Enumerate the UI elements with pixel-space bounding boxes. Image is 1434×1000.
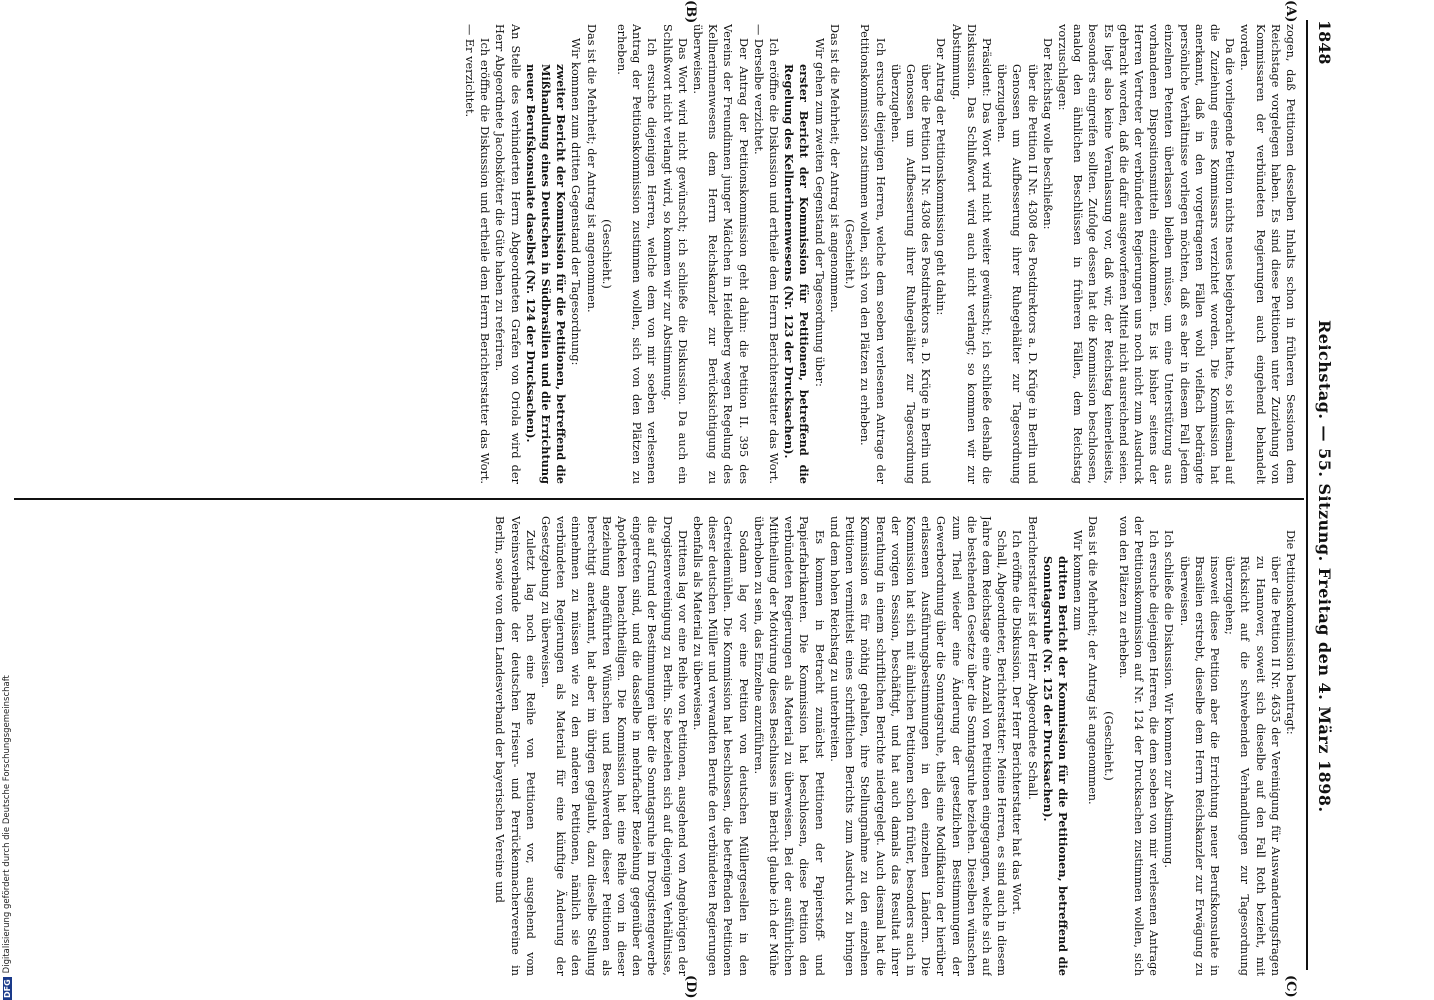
credit-text: Digitalisierung gefördert durch die Deutsche Forschungsgemeinschaft (2, 675, 12, 974)
paragraph: Ich ersuche diejenigen Herren, welche dem soeben verlesenen Antrage der Petitionskommission zustimmen wollen, sich von den Plätzen zu erheben. (858, 24, 887, 484)
paragraph: Wir kommen zum dritten Gegenstand der Tagesordnung: (569, 38, 583, 366)
paragraph: Ich ersuche diejenigen Herren, welche dem von mir soeben verlesenen Antrag der Petitionskommission zustimmen wollen, sich von den Plätzen zu erheben. (615, 24, 659, 484)
margin-marker-c: (C) (1283, 975, 1298, 998)
motion-text: über die Petition II Nr. 4308 des Postdirektors a. D. Krüge in Berlin und Genossen um Aufbesserung ihrer Ruhegehälter zur Tagesordnung überzugehen. (995, 64, 1039, 484)
paragraph: Ich ersuche diejenigen Herren, die dem soeben von mir verlesenen Antrage der Petitionskommission auf Nr. 124 der Drucksachen zustimmen wollen, sich von den Plätzen zu erheben. (1116, 516, 1161, 976)
page-header (1312, 20, 1334, 980)
right-column (28, 516, 1298, 976)
paragraph: Ich eröffne die Diskussion und ertheile dem Herrn Berichterstatter das Wort. — Derselbe verzichtet. (751, 24, 781, 484)
paragraph: Ich eröffne die Diskussion und ertheile dem Herrn Berichterstatter das Wort. — Er verzichtet. (463, 24, 492, 484)
dfg-logo: DFG (2, 979, 12, 998)
paragraph: Berichterstatter ist der Herr Abgeordnete Schall. (1025, 516, 1039, 800)
paragraph: Der Antrag der Petitionskommission geht dahin: (934, 38, 948, 316)
paragraph: Ich eröffne die Diskussion. Der Herr Berichterstatter hat das Wort. (1010, 530, 1024, 915)
paragraph: Ich schließe die Diskussion. Wir kommen zur Abstimmung. (1162, 530, 1176, 868)
margin-marker-d: (D) (683, 975, 698, 999)
stage-direction: (Geschieht.) (843, 219, 857, 289)
paragraph: Präsident: Das Wort wird nicht weiter gewünscht; ich schließe deshalb die Diskussion. Das Schlußwort wird auch nicht verlangt; so kommen wir zur Abstimmung. (949, 24, 993, 484)
left-column (28, 24, 1298, 484)
speech-paragraph: Schall, Abgeordneter, Berichterstatter: Meine Herren, es sind auch in diesem Jahre dem Reichstage eine Anzahl von Petitionen eingegangen, welche sich auf die bestehenden Gesetze über die Sonntagsruhe beziehen. Dieselben wünschen zum Theil wieder eine Änderung der gesetzlichen Bestimmungen der Gewerbeordnung über die Sonntagsruhe, theils eine Modifikation der hierüber erlassenen Ausführungsbestimmungen in den einzelnen Ländern. Die Kommission hat sich mit ähnlichen Petitionen schon früher, besonders auch in der vorigen Session, beschäftigt, und hat auch damals das Resultat ihrer Berathung in einem schriftlichen Berichte niedergelegt. Auch diesmal hat die Kommission es für nöthig gehalten, ihre Stellungnahme zu den einzelnen Petitionen vermittelst eines schriftlichen Berichts zum Ausdruck zu bringen und dem hohen Reichstag zu unterbreiten. (827, 516, 1009, 976)
motion-text: insoweit diese Petition aber die Errichtung neuer Berufskonsulate in Brasilien erstrebt, dieselbe dem Herrn Reichskanzler zur Erwägung zu überweisen. (1177, 556, 1221, 976)
column-divider (14, 498, 1304, 500)
paragraph: An Stelle des verhinderten Herrn Abgeordneten Grafen von Oriola wird der Herr Abgeordnete Jacobskötter die Güte haben zu referiren. (493, 24, 522, 484)
page-title: Reichstag. — 55. Sitzung. Freitag den 4. März 1898. (1315, 320, 1334, 813)
agenda-item: erster Bericht der Kommission für Petitionen, betreffend die Regelung des Kellnerinnenwesens (Nr. 123 der Drucksachen). (782, 64, 812, 484)
paragraph: Wir kommen zum (1071, 530, 1085, 631)
paragraph: Der Reichstag wolle beschließen: (1040, 38, 1054, 230)
paragraph: Der Antrag der Petitionskommission geht dahin: die Petition II. 395 des Vereins der Freundinnen junger Mädchen in Heidelberg wegen Regelung des Kellnerinnenwesens dem Herrn Reichskanzler zur Berücksichtigung zu überweisen. (691, 24, 750, 484)
margin-marker-a: (A) (1283, 0, 1298, 23)
paragraph: Es kommen in Betracht zunächst Petitionen der Papierstoff- und Papierfabrikanten. Die Kommission hat beschlossen, diese Petition den verbündeten Regierungen als Material zu überweisen. Bei der ausführlichen Mittheilung der Motivirung dieses Beschlusses im Bericht glaube ich der Mühe überhoben zu sein, das Einzelne anzuführen. (751, 516, 826, 976)
motion-text: über die Petition II Nr. 4635 der Vereinigung für Auswanderungsfragen zu Hannover, soweit sich dieselbe auf den Fall Roth bezieht, mit Rücksicht auf die schwebenden Verhandlungen zur Tagesordnung überzugehen; (1223, 556, 1282, 976)
paragraph: Das ist die Mehrheit; der Antrag ist angenommen. (1086, 516, 1100, 805)
paragraph: Da die vorliegende Petition nichts neues beigebracht hatte, so ist diesmal auf die Zuziehung eines Kommissars verzichtet worden. Die Kommission hat anerkannt, daß in den vorgetragenen Fällen wohl vielfach bedrängte persönliche Verhältnisse vorliegen möchten, daß es aber in diesem Fall jedem einzelnen Petenten überlassen bleiben müsse, um eine Unterstützung aus vorhandenen Dispositionsmitteln einzukommen. Es ist bisher seitens der Herren Vertreter der verbündeten Regierungen uns noch nicht zum Ausdruck gebracht worden, daß die dafür ausgeworfenen Mittel nicht ausreichend seien. Es liegt also keine Veranlassung vor, daß wir, der Reichstag keinerleiseits, besonders eingreifen sollten. Zufolge dessen hat die Kommission beschlossen, analog den ähnlichen Beschlüssen in früheren Fällen, dem Reichstag vorzuschlagen: (1055, 24, 1237, 484)
digitization-credit (0, 0, 14, 1000)
paragraph: Das Wort wird nicht gewünscht; ich schließe die Diskussion. Da auch ein Schlußwort nicht verlangt wird, so kommen wir zur Abstimmung. (660, 24, 689, 484)
stage-direction: (Geschieht.) (599, 219, 613, 289)
paragraph: Sodann lag vor eine Petition von deutschen Müllergesellen in den Getreidemühlen. Die Kommission hat beschlossen, die betreffenden Petitionen dieser deutschen Müller und verwandten Berufe den verbündeten Regierungen ebenfalls als Material zu überweisen. (691, 516, 750, 976)
rotated-sheet (8, 0, 1338, 1000)
stage-direction: (Geschieht.) (1101, 711, 1115, 781)
paragraph: Wir gehen zum zweiten Gegenstand der Tagesordnung über: (812, 38, 826, 387)
page-number: 1848 (1315, 20, 1334, 65)
paragraph: Die Petitionskommission beantragt: (1284, 530, 1297, 735)
agenda-item: dritten Bericht der Kommission für die Petitionen, betreffend die Sonntagsruhe (Nr. 125 der Drucksachen). (1040, 556, 1070, 976)
margin-marker-b: (B) (683, 0, 698, 24)
motion-text: über die Petition II Nr. 4308 des Postdirektors a. D. Krüge in Berlin und Genossen um Aufbesserung ihrer Ruhegehälter zur Tagesordnung überzugehen. (888, 64, 933, 484)
agenda-item: zweiter Bericht der Kommission für die Petitionen, betreffend die Mißhandlung eines Deutschen in Südbrasilien und die Errichtung neuer Berufskonsulate daselbst (Nr. 124 der Drucksachen). (523, 64, 569, 484)
header-rule (1306, 20, 1308, 970)
paragraph: Zuletzt lag noch eine Reihe von Petitionen vor, ausgehend vom Vereinsverbande der deutschen Friseur- und Perrückenmachervereine in Berlin, sowie von dem Landesverband der bayerischen Vereine und (493, 516, 537, 976)
paragraph: Das ist die Mehrheit; der Antrag ist angenommen. (584, 24, 598, 313)
paragraph: Drittens lag vor eine Reihe von Petitionen, ausgehend von Angehörigen der Drogistenvereinigung zu Berlin. Sie beziehen sich auf diejenigen Verhältnisse, die auf Grund der Bestimmungen über die Sonntagsruhe im Drogistengewerbe eingetreten sind, und die dasselbe in mehrfacher Beziehung gegenüber den Apotheken benachtheiligen. Die Kommission hat eine Reihe von in dieser Beziehung angeführten Wünschen und Beschwerden dieser Petitionen als berechtigt anerkannt, hat aber im übrigen geglaubt, dazu dieselbe Stellung einnehmen zu müssen wie zu den anderen Petitionen, nämlich sie den verbündeten Regierungen als Material für eine künftige Änderung der Gesetzgebung zu überweisen. (539, 516, 689, 976)
paragraph: Das ist die Mehrheit; der Antrag ist angenommen. (827, 24, 841, 313)
paragraph: zogen, daß Petitionen desselben Inhalts schon in früheren Sessionen dem Reichstage vorgelegen haben. Es sind diese Petitionen unter Zuziehung von Kommissaren der verbündeten Regierungen auch eingehend behandelt worden. (1238, 24, 1297, 484)
